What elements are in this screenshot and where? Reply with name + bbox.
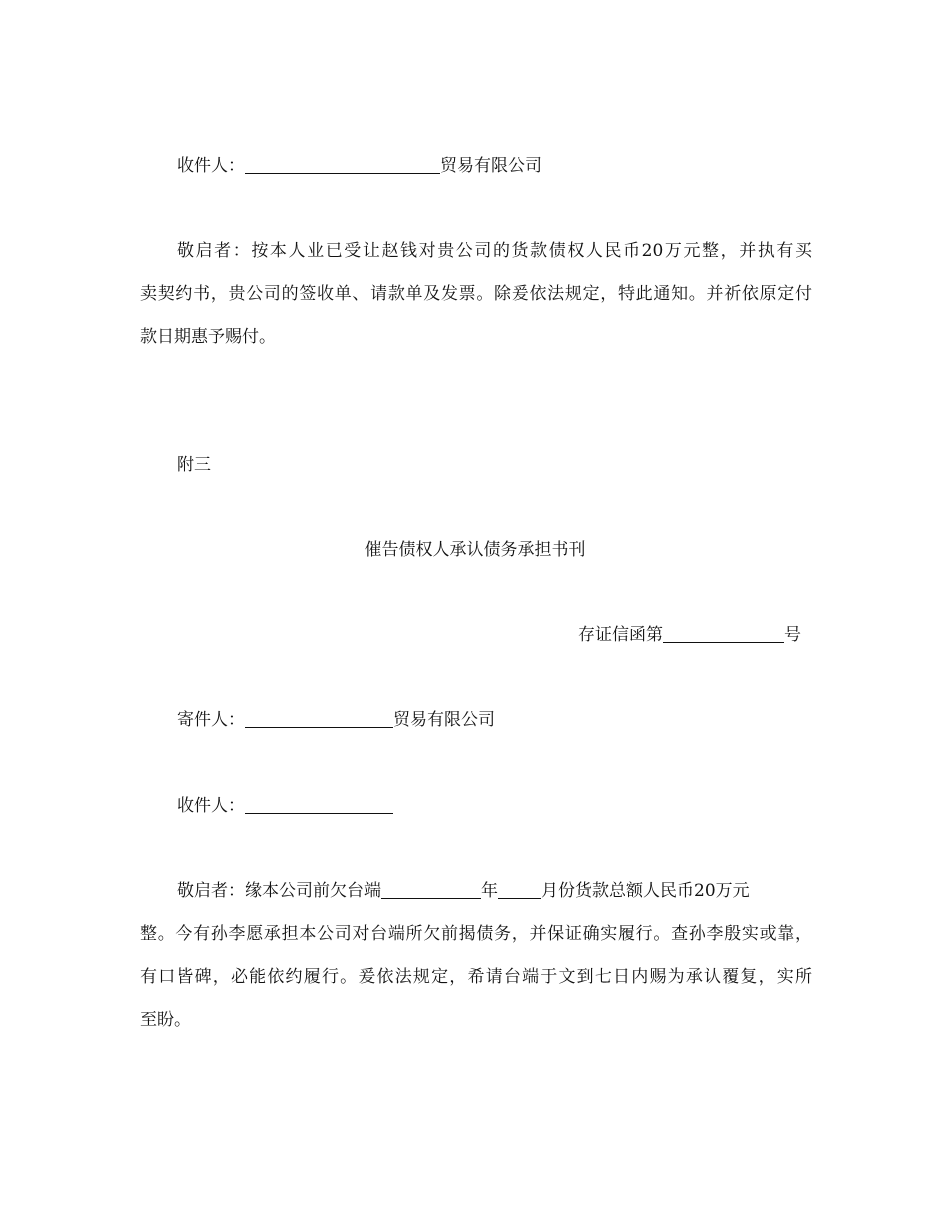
ref-prefix: 存证信函第 [578,625,663,645]
year-blank [381,880,481,899]
recipient2-label: 收件人： [177,796,245,816]
body2-line-1-part-c: 月份货款总额人民币20万元 [541,881,750,901]
month-blank [498,880,541,899]
body2-line-4: 至盼。 [140,1010,191,1030]
body1-line-2: 卖契约书，贵公司的签收单、请款单及发票。除爰依法规定，特此通知。并祈依原定付 [140,284,812,304]
recipient2-blank [245,795,393,814]
body2-line-2: 整。今有孙李愿承担本公司对台端所欠前揭债务，并保证确实履行。查孙李殷实或靠， [140,924,812,944]
recipient-label: 收件人： [177,156,245,176]
body2-line-3: 有口皆碑，必能依约履行。爰依法规定，希请台端于文到七日内赐为承认覆复，实所 [140,967,812,987]
body1-line-1: 敬启者：按本人业已受让赵钱对贵公司的货款债权人民币20万元整，并执有买 [177,241,812,261]
recipient-suffix: 贸易有限公司 [440,156,542,176]
body2-line-1-part-a: 敬启者：缘本公司前欠台端 [177,881,381,901]
sender-suffix: 贸易有限公司 [393,710,495,730]
body1-line-3: 款日期惠予赐付。 [140,327,276,347]
sender-blank [245,709,393,728]
ref-suffix: 号 [784,625,801,645]
sender-line [177,708,495,732]
ref-blank [663,624,784,643]
sender-label: 寄件人： [177,710,245,730]
body2-line-1 [177,879,750,903]
recipient-line-2 [177,794,393,818]
appendix-label: 附三 [177,455,211,475]
recipient-blank [245,155,440,174]
body2-line-1-part-b: 年 [481,881,498,901]
recipient-line-1 [177,154,542,178]
reference-number-line [578,623,801,647]
document-title: 催告债权人承认债务承担书刊 [364,540,586,560]
